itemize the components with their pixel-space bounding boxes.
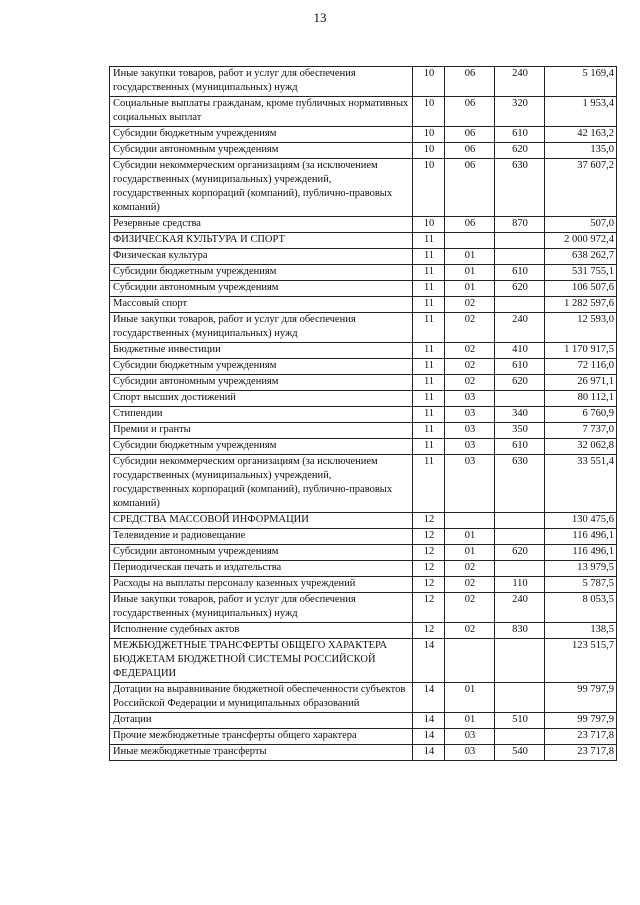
- expense-type-cell: 510: [495, 713, 545, 729]
- section-code-cell: 12: [413, 593, 445, 623]
- section-code-cell: 14: [413, 639, 445, 683]
- item-name-cell: Субсидии автономным учреждениям: [110, 545, 413, 561]
- amount-cell: 37 607,2: [545, 159, 617, 217]
- expense-type-cell: 620: [495, 143, 545, 159]
- subsection-code-cell: 02: [445, 577, 495, 593]
- item-name-cell: Телевидение и радиовещание: [110, 529, 413, 545]
- amount-cell: 130 475,6: [545, 513, 617, 529]
- table-row: [110, 423, 617, 439]
- section-code-cell: 14: [413, 713, 445, 729]
- expense-type-cell: [495, 391, 545, 407]
- expense-type-cell: 410: [495, 343, 545, 359]
- amount-cell: 5 169,4: [545, 67, 617, 97]
- section-code-cell: 11: [413, 455, 445, 513]
- amount-cell: 1 170 917,5: [545, 343, 617, 359]
- expense-type-cell: 610: [495, 265, 545, 281]
- amount-cell: 116 496,1: [545, 545, 617, 561]
- item-name-cell: МЕЖБЮДЖЕТНЫЕ ТРАНСФЕРТЫ ОБЩЕГО ХАРАКТЕРА БЮДЖЕТАМ БЮДЖЕТНОЙ СИСТЕМЫ РОССИЙСКОЙ ФЕДЕРАЦИИ: [110, 639, 413, 683]
- expense-type-cell: [495, 297, 545, 313]
- item-name-cell: Физическая культура: [110, 249, 413, 265]
- section-code-cell: 10: [413, 127, 445, 143]
- expense-type-cell: 240: [495, 67, 545, 97]
- amount-cell: 138,5: [545, 623, 617, 639]
- item-name-cell: Массовый спорт: [110, 297, 413, 313]
- subsection-code-cell: 02: [445, 313, 495, 343]
- item-name-cell: Иные межбюджетные трансферты: [110, 745, 413, 761]
- section-code-cell: 12: [413, 623, 445, 639]
- item-name-cell: Премии и гранты: [110, 423, 413, 439]
- subsection-code-cell: 01: [445, 249, 495, 265]
- subsection-code-cell: 06: [445, 127, 495, 143]
- item-name-cell: Исполнение судебных актов: [110, 623, 413, 639]
- amount-cell: 1 953,4: [545, 97, 617, 127]
- item-name-cell: Расходы на выплаты персоналу казенных учреждений: [110, 577, 413, 593]
- subsection-code-cell: 06: [445, 159, 495, 217]
- section-code-cell: 12: [413, 577, 445, 593]
- table-row: [110, 593, 617, 623]
- subsection-code-cell: 01: [445, 683, 495, 713]
- item-name-cell: Субсидии бюджетным учреждениям: [110, 439, 413, 455]
- subsection-code-cell: 03: [445, 745, 495, 761]
- subsection-code-cell: 01: [445, 529, 495, 545]
- amount-cell: 116 496,1: [545, 529, 617, 545]
- subsection-code-cell: 02: [445, 623, 495, 639]
- amount-cell: 2 000 972,4: [545, 233, 617, 249]
- subsection-code-cell: 02: [445, 297, 495, 313]
- subsection-code-cell: 03: [445, 407, 495, 423]
- table-row: [110, 297, 617, 313]
- section-code-cell: 11: [413, 297, 445, 313]
- amount-cell: 507,0: [545, 217, 617, 233]
- table-row: [110, 359, 617, 375]
- amount-cell: 32 062,8: [545, 439, 617, 455]
- amount-cell: 99 797,9: [545, 713, 617, 729]
- expense-type-cell: [495, 249, 545, 265]
- expense-type-cell: [495, 729, 545, 745]
- item-name-cell: Спорт высших достижений: [110, 391, 413, 407]
- table-row: [110, 375, 617, 391]
- section-code-cell: 12: [413, 545, 445, 561]
- item-name-cell: Субсидии автономным учреждениям: [110, 143, 413, 159]
- subsection-code-cell: 03: [445, 439, 495, 455]
- item-name-cell: Резервные средства: [110, 217, 413, 233]
- table-row: [110, 407, 617, 423]
- amount-cell: 23 717,8: [545, 745, 617, 761]
- expense-type-cell: [495, 561, 545, 577]
- amount-cell: 80 112,1: [545, 391, 617, 407]
- expense-type-cell: 610: [495, 439, 545, 455]
- item-name-cell: Субсидии бюджетным учреждениям: [110, 359, 413, 375]
- section-code-cell: 11: [413, 343, 445, 359]
- subsection-code-cell: 02: [445, 593, 495, 623]
- table-row: [110, 265, 617, 281]
- section-code-cell: 10: [413, 67, 445, 97]
- table-row: [110, 623, 617, 639]
- subsection-code-cell: 06: [445, 97, 495, 127]
- expense-type-cell: 620: [495, 281, 545, 297]
- table-row: [110, 529, 617, 545]
- section-code-cell: 14: [413, 745, 445, 761]
- section-code-cell: 12: [413, 529, 445, 545]
- subsection-code-cell: 06: [445, 143, 495, 159]
- item-name-cell: Дотации на выравнивание бюджетной обеспеченности субъектов Российской Федерации и муниципальных образований: [110, 683, 413, 713]
- subsection-code-cell: 01: [445, 281, 495, 297]
- item-name-cell: ФИЗИЧЕСКАЯ КУЛЬТУРА И СПОРТ: [110, 233, 413, 249]
- expense-type-cell: 540: [495, 745, 545, 761]
- budget-table: [109, 66, 617, 761]
- expense-type-cell: 830: [495, 623, 545, 639]
- subsection-code-cell: 02: [445, 359, 495, 375]
- subsection-code-cell: [445, 233, 495, 249]
- expense-type-cell: [495, 683, 545, 713]
- section-code-cell: 11: [413, 423, 445, 439]
- expense-type-cell: 340: [495, 407, 545, 423]
- subsection-code-cell: 03: [445, 729, 495, 745]
- expense-type-cell: 240: [495, 593, 545, 623]
- table-row: [110, 729, 617, 745]
- subsection-code-cell: 01: [445, 545, 495, 561]
- section-row: [110, 639, 617, 683]
- section-code-cell: 11: [413, 313, 445, 343]
- expense-type-cell: 240: [495, 313, 545, 343]
- section-code-cell: 11: [413, 249, 445, 265]
- subsection-code-cell: 03: [445, 423, 495, 439]
- section-code-cell: 10: [413, 143, 445, 159]
- expense-type-cell: 610: [495, 127, 545, 143]
- expense-type-cell: [495, 529, 545, 545]
- table-row: [110, 127, 617, 143]
- section-row: [110, 513, 617, 529]
- subsection-code-cell: 01: [445, 265, 495, 281]
- table-row: [110, 561, 617, 577]
- item-name-cell: СРЕДСТВА МАССОВОЙ ИНФОРМАЦИИ: [110, 513, 413, 529]
- table-row: [110, 343, 617, 359]
- table-row: [110, 745, 617, 761]
- amount-cell: 72 116,0: [545, 359, 617, 375]
- section-code-cell: 14: [413, 729, 445, 745]
- expense-type-cell: [495, 639, 545, 683]
- subsection-code-cell: 01: [445, 713, 495, 729]
- table-row: [110, 713, 617, 729]
- item-name-cell: Субсидии автономным учреждениям: [110, 375, 413, 391]
- table-row: [110, 439, 617, 455]
- table-row: [110, 97, 617, 127]
- subsection-code-cell: 02: [445, 561, 495, 577]
- subsection-code-cell: 06: [445, 217, 495, 233]
- section-row: [110, 233, 617, 249]
- amount-cell: 5 787,5: [545, 577, 617, 593]
- table-row: [110, 683, 617, 713]
- amount-cell: 99 797,9: [545, 683, 617, 713]
- table-row: [110, 67, 617, 97]
- table-row: [110, 391, 617, 407]
- section-code-cell: 11: [413, 391, 445, 407]
- subsection-code-cell: [445, 513, 495, 529]
- amount-cell: 26 971,1: [545, 375, 617, 391]
- table-row: [110, 281, 617, 297]
- section-code-cell: 11: [413, 233, 445, 249]
- expense-type-cell: 630: [495, 455, 545, 513]
- expense-type-cell: 870: [495, 217, 545, 233]
- section-code-cell: 14: [413, 683, 445, 713]
- item-name-cell: Субсидии бюджетным учреждениям: [110, 265, 413, 281]
- section-code-cell: 11: [413, 407, 445, 423]
- item-name-cell: Прочие межбюджетные трансферты общего характера: [110, 729, 413, 745]
- amount-cell: 6 760,9: [545, 407, 617, 423]
- expense-type-cell: [495, 513, 545, 529]
- section-code-cell: 10: [413, 97, 445, 127]
- subsection-code-cell: 03: [445, 391, 495, 407]
- section-code-cell: 10: [413, 159, 445, 217]
- section-code-cell: 11: [413, 439, 445, 455]
- amount-cell: 135,0: [545, 143, 617, 159]
- subsection-code-cell: 06: [445, 67, 495, 97]
- expense-type-cell: 350: [495, 423, 545, 439]
- amount-cell: 7 737,0: [545, 423, 617, 439]
- expense-type-cell: [495, 233, 545, 249]
- amount-cell: 531 755,1: [545, 265, 617, 281]
- section-code-cell: 10: [413, 217, 445, 233]
- item-name-cell: Субсидии автономным учреждениям: [110, 281, 413, 297]
- expense-type-cell: 320: [495, 97, 545, 127]
- expense-type-cell: 620: [495, 545, 545, 561]
- table-row: [110, 577, 617, 593]
- amount-cell: 12 593,0: [545, 313, 617, 343]
- table-row: [110, 455, 617, 513]
- item-name-cell: Иные закупки товаров, работ и услуг для обеспечения государственных (муниципальных) нужд: [110, 593, 413, 623]
- subsection-code-cell: 02: [445, 375, 495, 391]
- table-row: [110, 217, 617, 233]
- table-row: [110, 143, 617, 159]
- amount-cell: 638 262,7: [545, 249, 617, 265]
- amount-cell: 106 507,6: [545, 281, 617, 297]
- item-name-cell: Субсидии бюджетным учреждениям: [110, 127, 413, 143]
- amount-cell: 123 515,7: [545, 639, 617, 683]
- expense-type-cell: 110: [495, 577, 545, 593]
- item-name-cell: Дотации: [110, 713, 413, 729]
- table-row: [110, 159, 617, 217]
- item-name-cell: Бюджетные инвестиции: [110, 343, 413, 359]
- table-row: [110, 249, 617, 265]
- section-code-cell: 11: [413, 265, 445, 281]
- item-name-cell: Субсидии некоммерческим организациям (за исключением государственных (муниципальных) учреждений, государственных корпораций (компаний), публично-правовых компаний): [110, 455, 413, 513]
- section-code-cell: 12: [413, 513, 445, 529]
- section-code-cell: 12: [413, 561, 445, 577]
- expense-type-cell: 610: [495, 359, 545, 375]
- section-code-cell: 11: [413, 375, 445, 391]
- page-number: 13: [313, 10, 327, 25]
- amount-cell: 1 282 597,6: [545, 297, 617, 313]
- table-row: [110, 545, 617, 561]
- item-name-cell: Субсидии некоммерческим организациям (за исключением государственных (муниципальных) учреждений, государственных корпораций (компаний), публично-правовых компаний): [110, 159, 413, 217]
- subsection-code-cell: [445, 639, 495, 683]
- amount-cell: 42 163,2: [545, 127, 617, 143]
- amount-cell: 33 551,4: [545, 455, 617, 513]
- amount-cell: 13 979,5: [545, 561, 617, 577]
- item-name-cell: Иные закупки товаров, работ и услуг для обеспечения государственных (муниципальных) нужд: [110, 67, 413, 97]
- item-name-cell: Иные закупки товаров, работ и услуг для обеспечения государственных (муниципальных) нужд: [110, 313, 413, 343]
- amount-cell: 23 717,8: [545, 729, 617, 745]
- section-code-cell: 11: [413, 281, 445, 297]
- subsection-code-cell: 03: [445, 455, 495, 513]
- section-code-cell: 11: [413, 359, 445, 375]
- item-name-cell: Социальные выплаты гражданам, кроме публичных нормативных социальных выплат: [110, 97, 413, 127]
- subsection-code-cell: 02: [445, 343, 495, 359]
- table-row: [110, 313, 617, 343]
- amount-cell: 8 053,5: [545, 593, 617, 623]
- item-name-cell: Стипендии: [110, 407, 413, 423]
- item-name-cell: Периодическая печать и издательства: [110, 561, 413, 577]
- expense-type-cell: 630: [495, 159, 545, 217]
- expense-type-cell: 620: [495, 375, 545, 391]
